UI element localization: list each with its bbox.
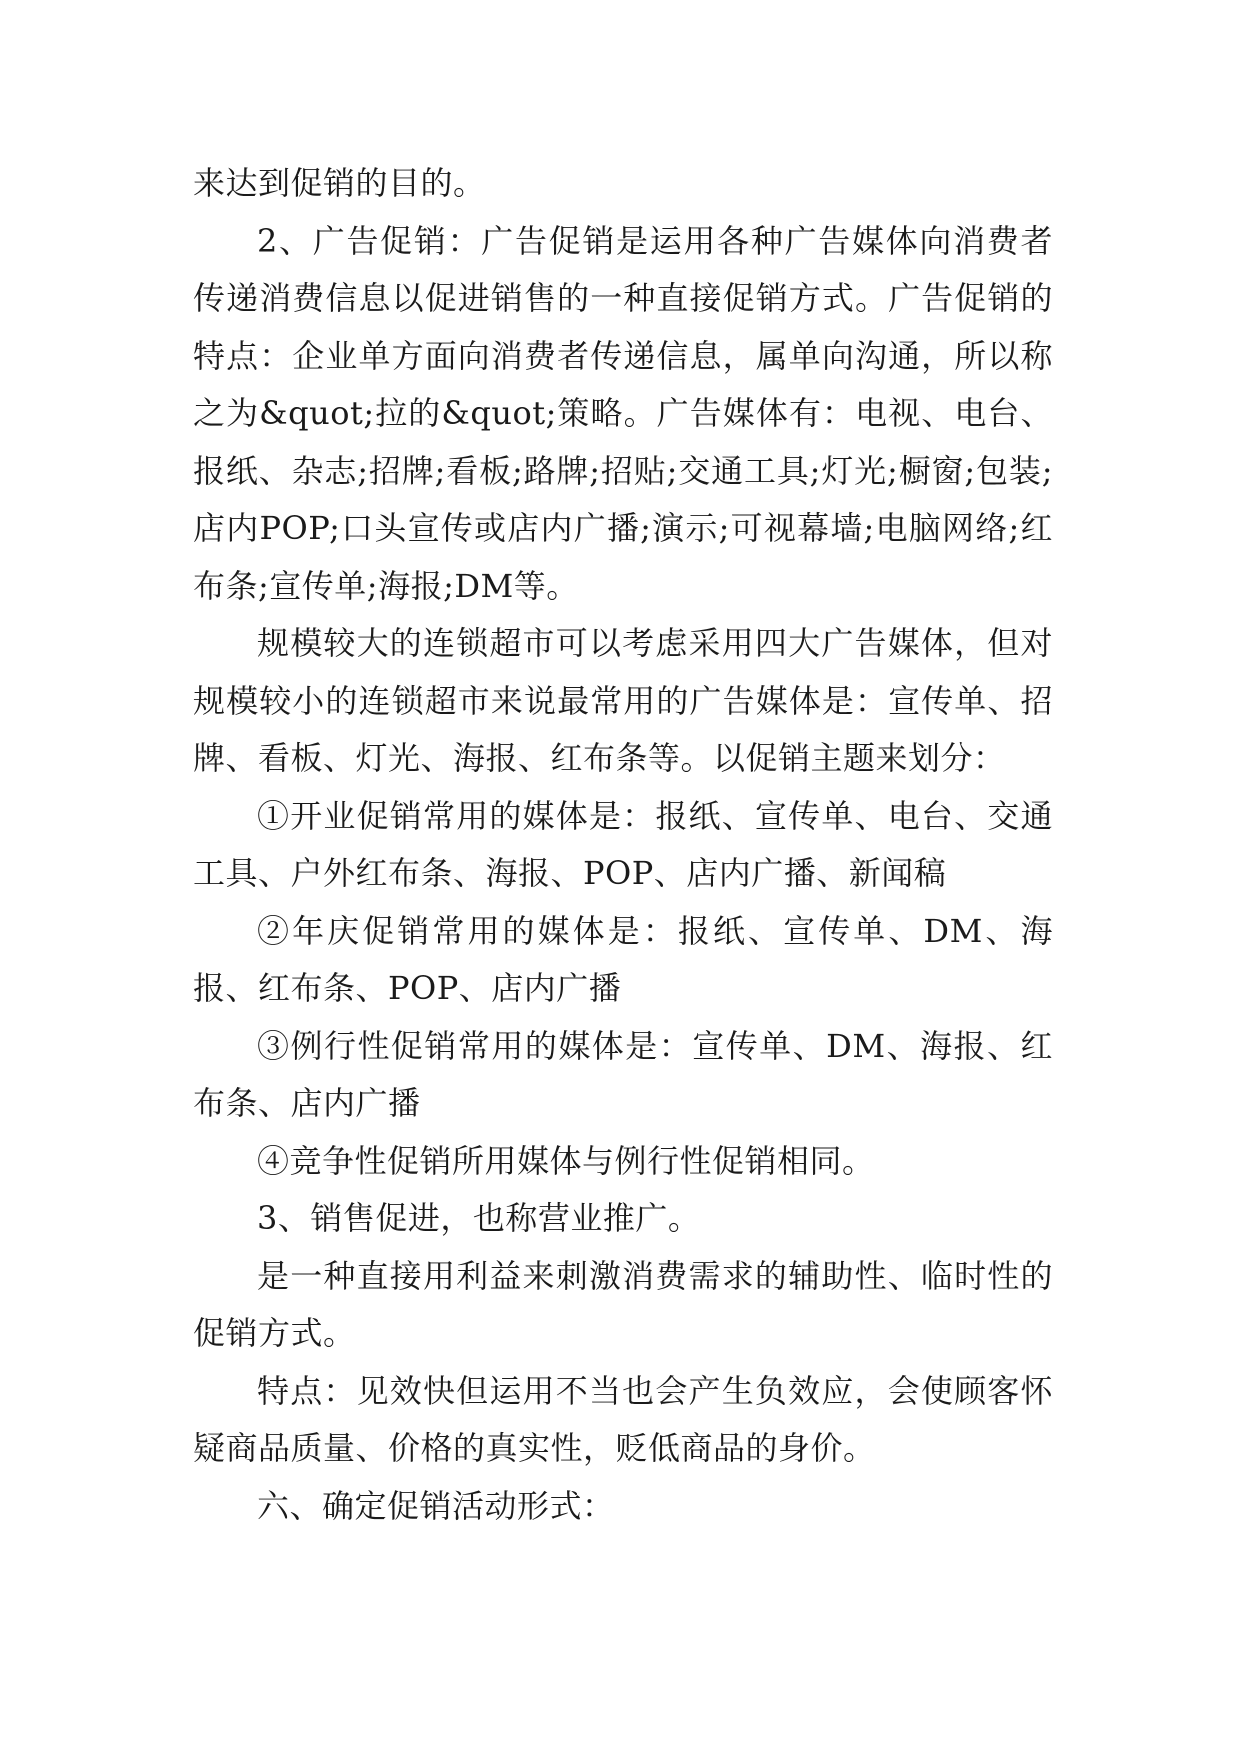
document-body — [193, 155, 1053, 1535]
section-heading-promotion-forms: 六、确定促销活动形式： — [257, 1486, 615, 1525]
paragraph-opening-promotion-media: ①开业促销常用的媒体是：报纸、宣传单、电台、交通工具、户外红布条、海报、POP、店内广播、新闻稿 — [193, 796, 1053, 892]
paragraph-media-selection: 规模较大的连锁超市可以考虑采用四大广告媒体，但对规模较小的连锁超市来说最常用的广告媒体是：宣传单、招牌、看板、灯光、海报、红布条等。以促销主题来划分： — [193, 624, 1053, 777]
paragraph-competitive-promotion-media: ④竞争性促销所用媒体与例行性促销相同。 — [257, 1141, 875, 1180]
paragraph-advertising-promotion: 2、广告促销：广告促销是运用各种广告媒体向消费者传递消费信息以促进销售的一种直接促销方式。广告促销的特点：企业单方面向消费者传递信息，属单向沟通，所以称之为&quot;拉的&quot;策略。广告媒体有：电视、电台、报纸、杂志;招牌;看板;路牌;招贴;交通工具;灯光;橱窗;包装;店内POP;口头宣传或店内广播;演示;可视幕墙;电脑网络;红布条;宣传单;海报;DM等。 — [193, 221, 1053, 605]
paragraph-routine-promotion-media: ③例行性促销常用的媒体是：宣传单、DM、海报、红布条、店内广播 — [193, 1026, 1053, 1122]
paragraph-sales-promotion-features: 特点：见效快但运用不当也会产生负效应，会使顾客怀疑商品质量、价格的真实性，贬低商品的身价。 — [193, 1371, 1053, 1467]
paragraph-anniversary-promotion-media: ②年庆促销常用的媒体是：报纸、宣传单、DM、海报、红布条、POP、店内广播 — [193, 911, 1053, 1007]
paragraph-continuation: 来达到促销的目的。 — [193, 164, 486, 202]
paragraph-sales-promotion-definition: 是一种直接用利益来刺激消费需求的辅助性、临时性的促销方式。 — [193, 1256, 1053, 1352]
paragraph-sales-promotion-heading: 3、销售促进，也称营业推广。 — [257, 1199, 701, 1237]
